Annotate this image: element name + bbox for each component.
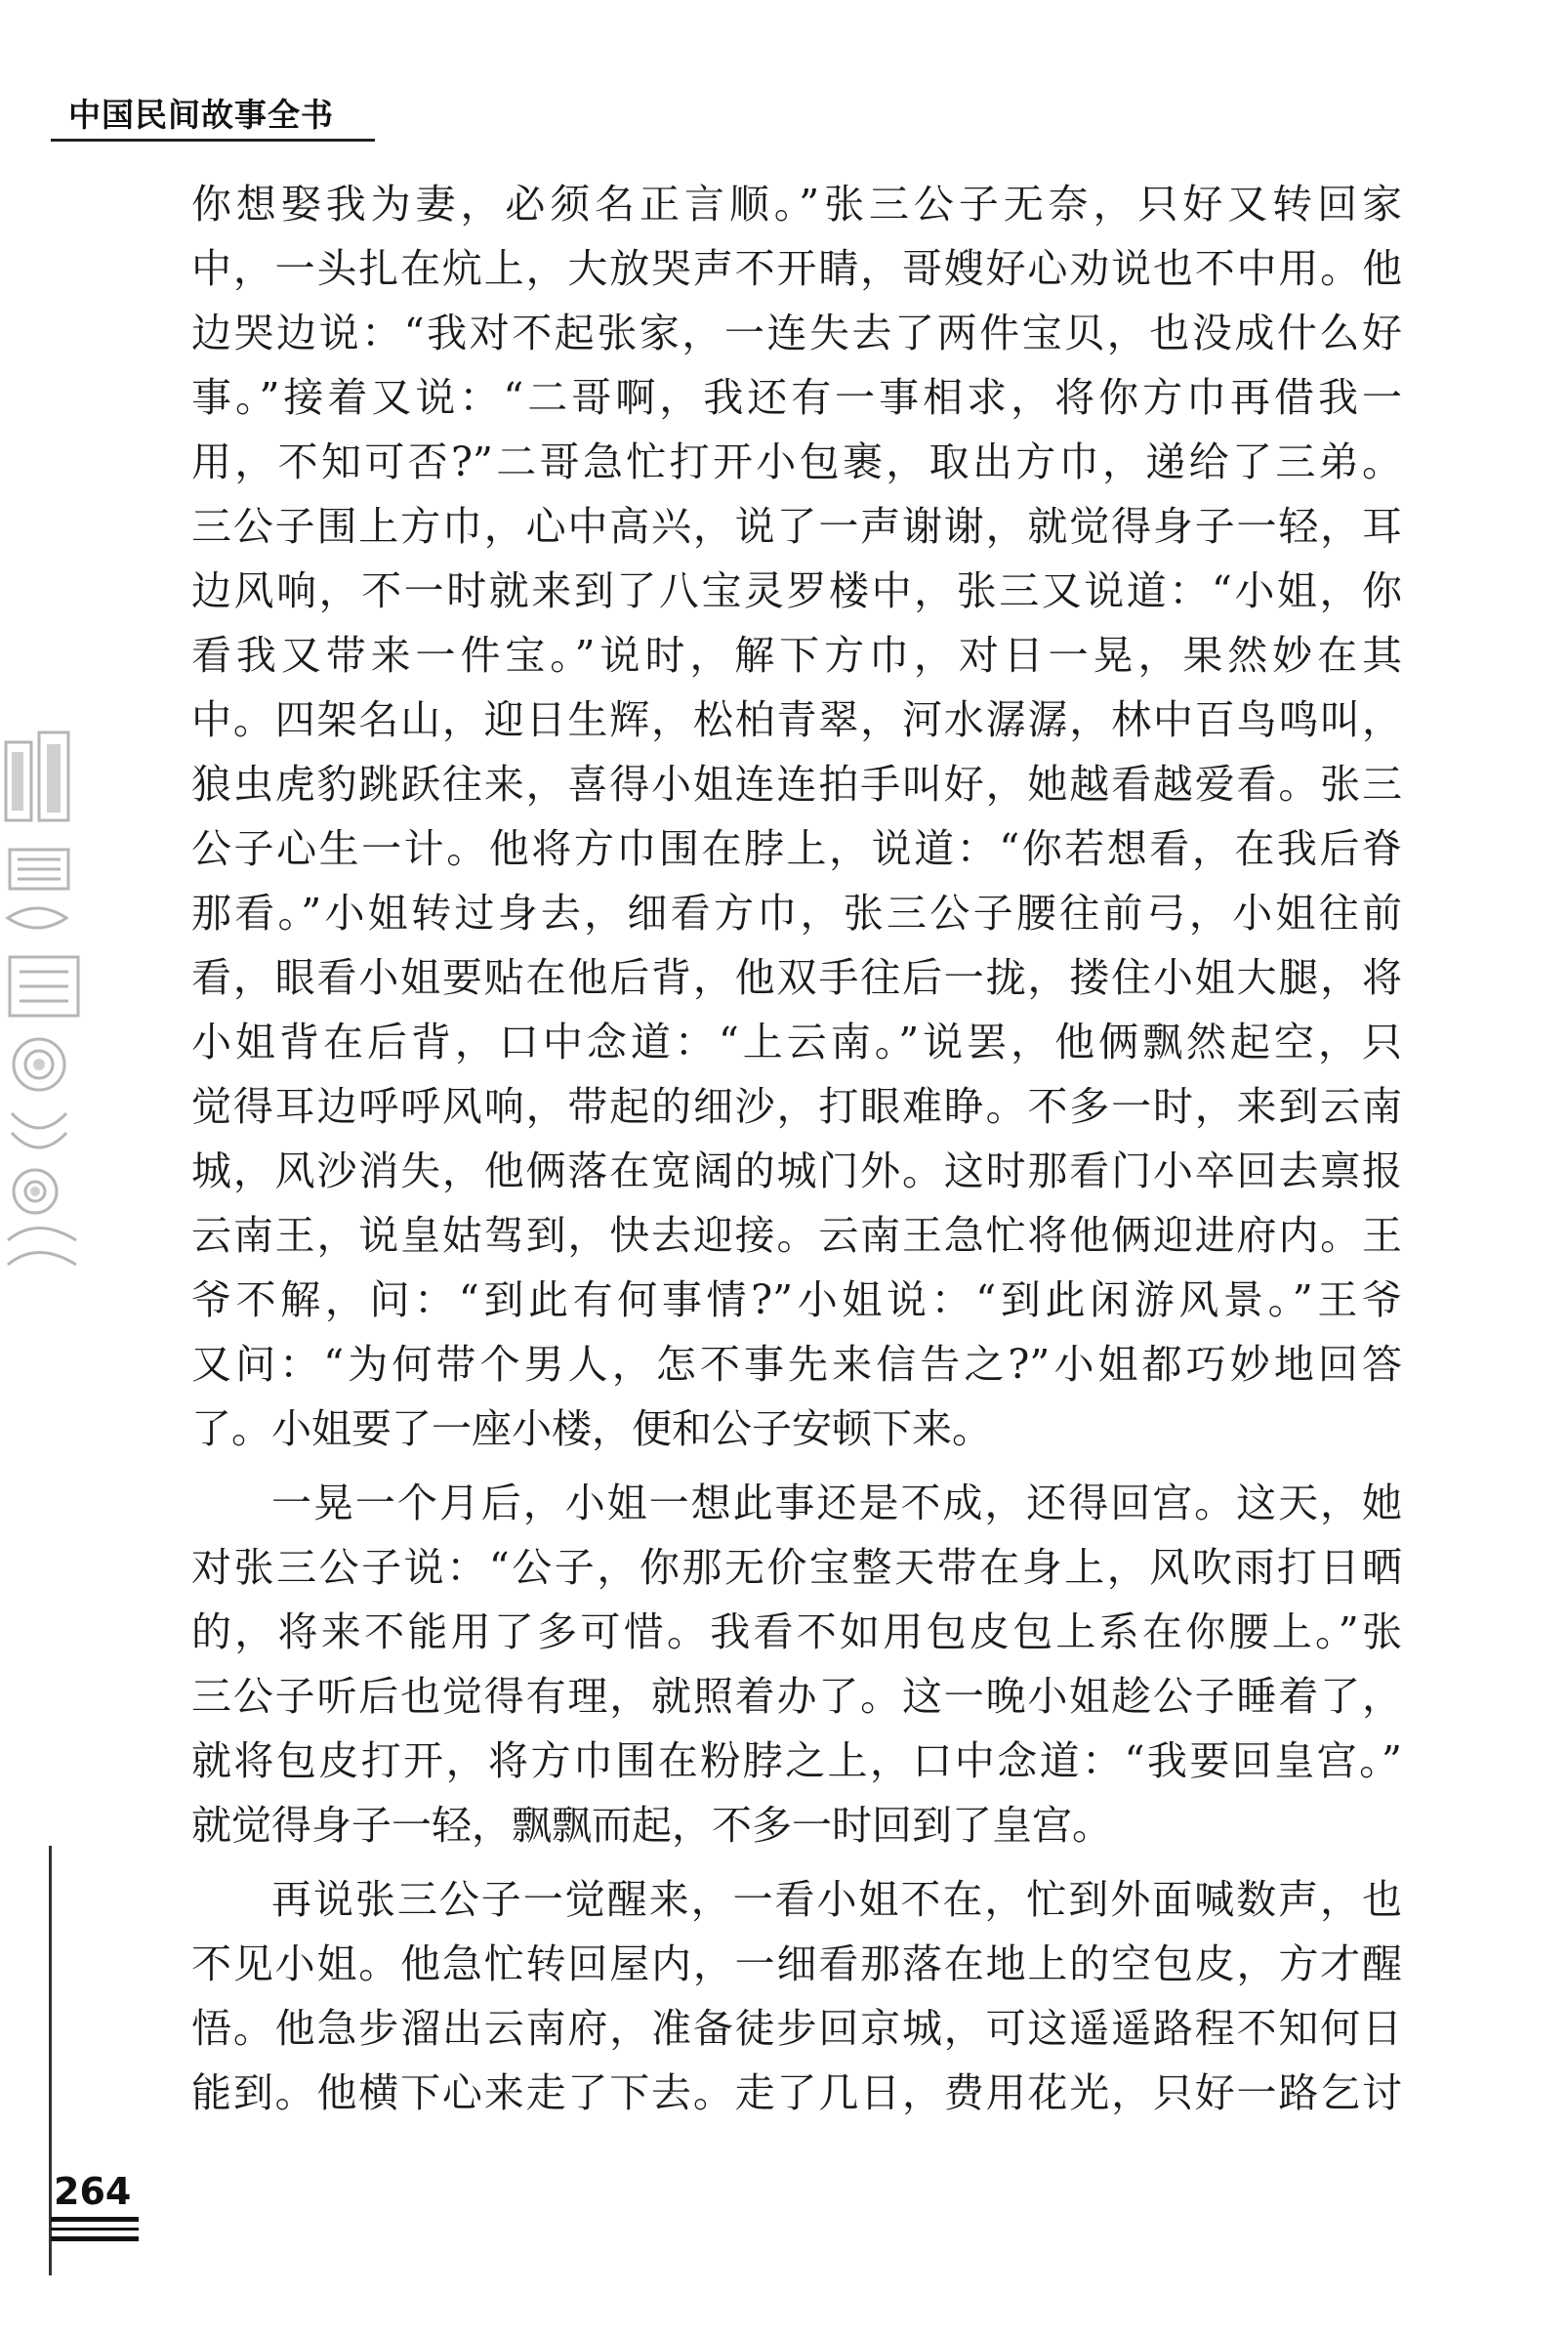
text-line: 对张三公子说：“公子，你那无价宝整天带在身上，风吹雨打日晒 (191, 1544, 1402, 1591)
text-line: 云南王，说皇姑驾到，快去迎接。云南王急忙将他俩迎进府内。王 (191, 1212, 1402, 1259)
text-line: 又问：“为何带个男人，怎不事先来信告之?”小姐都巧妙地回答 (191, 1341, 1402, 1388)
text-line: 就将包皮打开，将方巾围在粉脖之上，口中念道：“我要回皇宫。” (191, 1737, 1402, 1784)
text-line: 边哭边说：“我对不起张家，一连失去了两件宝贝，也没成什么好 (191, 310, 1402, 356)
side-pattern-icon (0, 723, 90, 1309)
header-rule (51, 139, 375, 142)
text-line: 就觉得身子一轻，飘飘而起，不多一时回到了皇宫。 (191, 1802, 1112, 1849)
text-line: 你想娶我为妻，必须名正言顺。”张三公子无奈，只好又转回家 (191, 181, 1402, 228)
text-line: 看，眼看小姐要贴在他后背，他双手往后一拢，搂住小姐大腿，将 (191, 954, 1402, 1001)
text-line: 看我又带来一件宝。”说时，解下方巾，对日一晃，果然妙在其 (191, 632, 1402, 679)
body-text (191, 172, 1402, 2125)
text-line: 中。四架名山，迎日生辉，松柏青翠，河水潺潺，林中百鸟鸣叫， (191, 696, 1402, 743)
text-line: 小姐背在后背，口中念道：“上云南。”说罢，他俩飘然起空，只 (191, 1019, 1402, 1065)
paragraph-start-line: 一晃一个月后，小姐一想此事还是不成，还得回宫。这天，她 (271, 1480, 1402, 1526)
running-head-title: 中国民间故事全书 (68, 96, 334, 134)
text-line: 用，不知可否?”二哥急忙打开小包裹，取出方巾，递给了三弟。 (191, 438, 1402, 485)
text-line: 公子心生一计。他将方巾围在脖上，说道：“你若想看，在我后脊 (191, 825, 1402, 872)
text-line: 了。小姐要了一座小楼，便和公子安顿下来。 (191, 1405, 992, 1452)
page-number-rule (51, 2236, 139, 2241)
text-line: 不见小姐。他急忙转回屋内，一细看那落在地上的空包皮，方才醒 (191, 1940, 1402, 1987)
text-line: 能到。他横下心来走了下去。走了几日，费用花光，只好一路乞讨 (191, 2069, 1402, 2116)
text-line: 觉得耳边呼呼风响，带起的细沙，打眼难睁。不多一时，来到云南 (191, 1083, 1402, 1130)
text-line: 事。”接着又说：“二哥啊，我还有一事相求，将你方巾再借我一 (191, 374, 1402, 421)
text-line: 三公子围上方巾，心中高兴，说了一声谢谢，就觉得身子一轻，耳 (191, 503, 1402, 550)
text-line: 中，一头扎在炕上，大放哭声不开睛，哥嫂好心劝说也不中用。他 (191, 245, 1402, 292)
text-line: 那看。”小姐转过身去，细看方巾，张三公子腰往前弓，小姐往前 (191, 890, 1402, 937)
text-line: 三公子听后也觉得有理，就照着办了。这一晚小姐趁公子睡着了， (191, 1673, 1402, 1720)
page-number: 264 (54, 2170, 132, 2213)
text-line: 的，将来不能用了多可惜。我看不如用包皮包上系在你腰上。”张 (191, 1608, 1402, 1655)
text-line: 悟。他急步溜出云南府，准备徒步回京城，可这遥遥路程不知何日 (191, 2005, 1402, 2052)
page-number-rule (51, 2228, 139, 2231)
text-line: 狼虫虎豹跳跃往来，喜得小姐连连拍手叫好，她越看越爱看。张三 (191, 761, 1402, 808)
text-line: 爷不解，问：“到此有何事情?”小姐说：“到此闲游风景。”王爷 (191, 1276, 1402, 1323)
text-line: 边风响，不一时就来到了八宝灵罗楼中，张三又说道：“小姐，你 (191, 567, 1402, 614)
page-number-rule (51, 2217, 139, 2222)
text-line: 城，风沙消失，他俩落在宽阔的城门外。这时那看门小卒回去禀报 (191, 1147, 1402, 1194)
margin-rule (49, 1846, 52, 2275)
paragraph-start-line: 再说张三公子一觉醒来，一看小姐不在，忙到外面喊数声，也 (271, 1876, 1402, 1923)
